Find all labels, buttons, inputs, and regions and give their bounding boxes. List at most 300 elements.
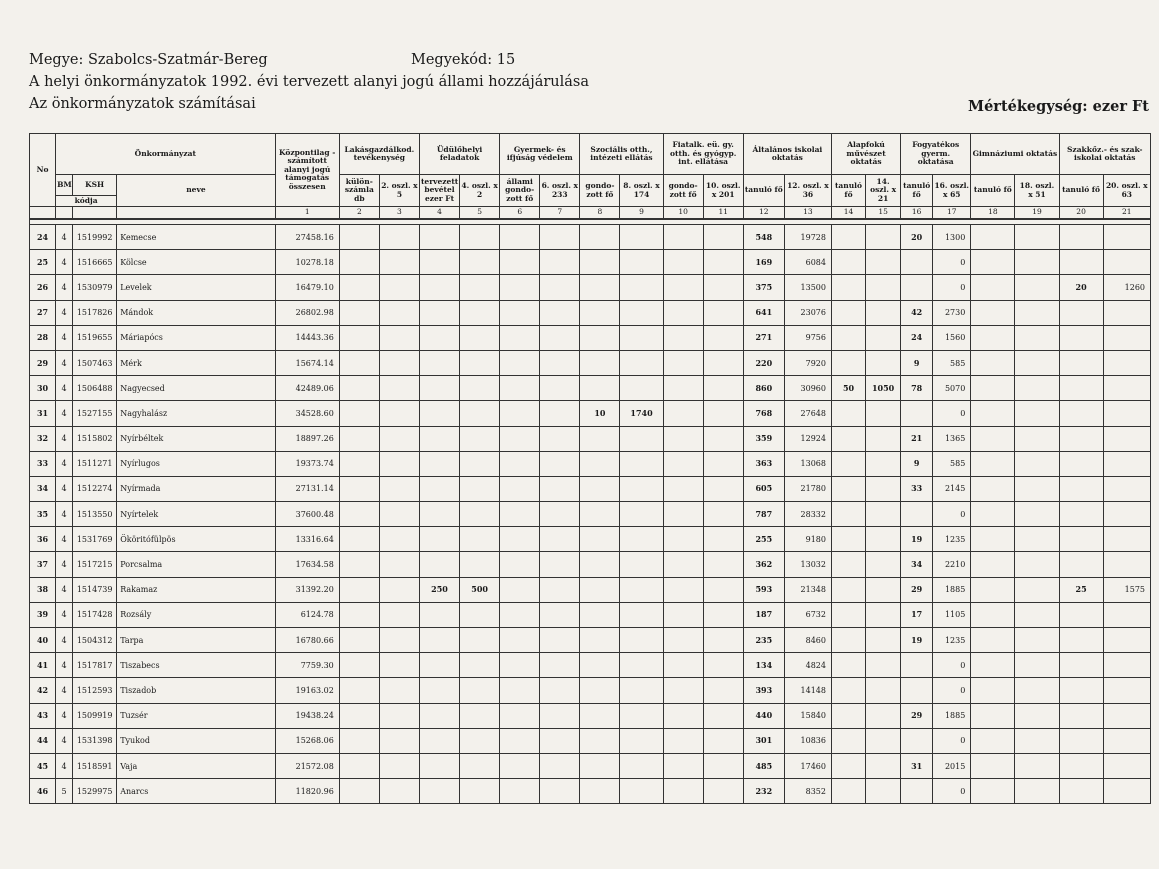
table-cell: 19 (901, 628, 933, 653)
ksh-code: 1518591 (73, 753, 117, 778)
table-cell (831, 552, 865, 577)
municipality-name: Mándok (117, 300, 275, 325)
table-cell (663, 426, 703, 451)
table-cell (1059, 779, 1103, 804)
table-cell (703, 451, 743, 476)
table-cell: 2145 (933, 476, 971, 501)
sub-header: 10. oszl. x 201 (703, 175, 743, 207)
municipality-name: Nyírtelek (117, 502, 275, 527)
table-cell (540, 426, 580, 451)
table-cell: 19728 (784, 225, 831, 250)
municipality-name: Rakamaz (117, 577, 275, 602)
table-cell (1015, 275, 1059, 300)
table-cell: 26802.98 (275, 300, 339, 325)
ksh-code: 1531769 (73, 527, 117, 552)
sub-header: 20. oszl. x 63 (1103, 175, 1150, 207)
table-cell (703, 703, 743, 728)
table-cell (500, 628, 540, 653)
table-cell (620, 451, 663, 476)
table-cell (1015, 476, 1059, 501)
bm-code: 4 (56, 728, 73, 753)
table-cell: 362 (743, 552, 784, 577)
sub-header: külön- számla db (339, 175, 379, 207)
table-cell (339, 275, 379, 300)
row-number: 43 (30, 703, 56, 728)
table-cell: 0 (933, 779, 971, 804)
table-cell (339, 602, 379, 627)
table-row (30, 451, 1151, 476)
sub-header: tanuló fő (901, 175, 933, 207)
table-cell (1059, 350, 1103, 375)
table-cell (620, 376, 663, 401)
bm-code: 4 (56, 678, 73, 703)
table-cell: 9756 (784, 325, 831, 350)
table-cell (500, 225, 540, 250)
group-header: Általános iskolai oktatás (743, 134, 831, 175)
table-cell (580, 728, 620, 753)
table-cell (1103, 779, 1150, 804)
table-cell: 10836 (784, 728, 831, 753)
table-cell: 0 (933, 678, 971, 703)
table-row (30, 703, 1151, 728)
table-cell: 1365 (933, 426, 971, 451)
table-cell (500, 250, 540, 275)
table-cell (460, 628, 500, 653)
table-cell (1103, 225, 1150, 250)
municipality-name: Nagyhalász (117, 401, 275, 426)
table-cell (866, 602, 901, 627)
table-cell (866, 628, 901, 653)
table-cell (500, 753, 540, 778)
ksh-code: 1509919 (73, 703, 117, 728)
group-header: Gimnáziumi oktatás (971, 134, 1059, 175)
table-cell (971, 426, 1015, 451)
table-cell (866, 225, 901, 250)
col-number: 19 (1015, 207, 1059, 220)
table-cell: 9 (901, 350, 933, 375)
table-cell (540, 653, 580, 678)
table-cell: 13316.64 (275, 527, 339, 552)
group-header: Szakkőz.- és szak- iskolai oktatás (1059, 134, 1150, 175)
table-cell: 440 (743, 703, 784, 728)
table-cell (419, 451, 459, 476)
col-number: 17 (933, 207, 971, 220)
row-number: 46 (30, 779, 56, 804)
table-cell (1015, 225, 1059, 250)
row-number: 40 (30, 628, 56, 653)
col-number: 8 (580, 207, 620, 220)
table-cell (460, 527, 500, 552)
ksh-code: 1504312 (73, 628, 117, 653)
bm-code: 4 (56, 250, 73, 275)
table-cell (419, 401, 459, 426)
table-cell (1015, 451, 1059, 476)
table-cell: 13500 (784, 275, 831, 300)
bm-code: 4 (56, 350, 73, 375)
table-cell (901, 653, 933, 678)
table-cell (703, 779, 743, 804)
table-cell (620, 628, 663, 653)
table-cell (460, 502, 500, 527)
table-cell (703, 577, 743, 602)
ksh-code: 1513550 (73, 502, 117, 527)
table-cell (1059, 527, 1103, 552)
table-cell (831, 250, 865, 275)
table-cell: 25 (1059, 577, 1103, 602)
bm-code: 4 (56, 225, 73, 250)
table-cell (901, 728, 933, 753)
table-cell: 19 (901, 527, 933, 552)
municipality-name: Levelek (117, 275, 275, 300)
table-cell (620, 678, 663, 703)
table-cell (540, 225, 580, 250)
table-cell: 1105 (933, 602, 971, 627)
table-cell (1103, 426, 1150, 451)
table-cell: 0 (933, 728, 971, 753)
col-number: 21 (1103, 207, 1150, 220)
sub-header: 2. oszl. x 5 (379, 175, 419, 207)
table-cell (1059, 678, 1103, 703)
table-cell (1059, 376, 1103, 401)
row-number: 41 (30, 653, 56, 678)
table-cell (866, 350, 901, 375)
table-cell (339, 552, 379, 577)
municipality-name: Nyírmada (117, 476, 275, 501)
table-cell (580, 376, 620, 401)
col-number: 10 (663, 207, 703, 220)
table-cell (971, 653, 1015, 678)
row-number: 27 (30, 300, 56, 325)
row-number: 24 (30, 225, 56, 250)
table-cell (500, 300, 540, 325)
table-cell (620, 350, 663, 375)
table-cell (540, 577, 580, 602)
table-cell (901, 250, 933, 275)
table-cell (580, 300, 620, 325)
table-cell: 17634.58 (275, 552, 339, 577)
table-cell (663, 753, 703, 778)
group-header: Gyermek- és ifjúság védelem (500, 134, 580, 175)
table-cell (580, 678, 620, 703)
table-cell (663, 350, 703, 375)
table-cell (1059, 753, 1103, 778)
county-label: Megye: Szabolcs-Szatmár-Bereg (29, 52, 268, 68)
table-cell: 7920 (784, 350, 831, 375)
table-cell (1015, 527, 1059, 552)
table-cell (339, 225, 379, 250)
col-number: 12 (743, 207, 784, 220)
table-cell (1059, 628, 1103, 653)
table-row (30, 476, 1151, 501)
table-cell (1015, 728, 1059, 753)
table-cell: 20 (1059, 275, 1103, 300)
table-cell (460, 602, 500, 627)
table-cell (831, 728, 865, 753)
table-cell (620, 703, 663, 728)
municipality-name: Rozsály (117, 602, 275, 627)
table-cell (901, 678, 933, 703)
table-cell (339, 653, 379, 678)
table-cell (1103, 376, 1150, 401)
table-cell (339, 502, 379, 527)
table-cell: 16479.10 (275, 275, 339, 300)
table-cell (1103, 728, 1150, 753)
table-cell: 17 (901, 602, 933, 627)
table-cell (703, 300, 743, 325)
table-cell: 187 (743, 602, 784, 627)
table-cell: 31392.20 (275, 577, 339, 602)
table-cell (500, 602, 540, 627)
table-cell (460, 703, 500, 728)
table-cell (460, 325, 500, 350)
table-cell (1059, 502, 1103, 527)
sub-header: 14. oszl. x 21 (866, 175, 901, 207)
table-row (30, 225, 1151, 250)
table-cell: 235 (743, 628, 784, 653)
table-cell (703, 628, 743, 653)
table-cell: 14148 (784, 678, 831, 703)
table-cell (663, 451, 703, 476)
table-row (30, 678, 1151, 703)
table-cell (971, 451, 1015, 476)
table-cell (620, 552, 663, 577)
municipality-name: Tarpa (117, 628, 275, 653)
table-cell (580, 703, 620, 728)
table-cell (703, 476, 743, 501)
table-cell (866, 426, 901, 451)
table-cell: 8352 (784, 779, 831, 804)
table-cell (460, 401, 500, 426)
row-number: 34 (30, 476, 56, 501)
table-cell (620, 426, 663, 451)
table-cell (500, 653, 540, 678)
table-cell: 1235 (933, 628, 971, 653)
municipality-name: Vaja (117, 753, 275, 778)
table-cell (500, 426, 540, 451)
table-cell (1059, 476, 1103, 501)
table-cell: 27458.16 (275, 225, 339, 250)
table-cell (379, 728, 419, 753)
table-cell (971, 552, 1015, 577)
table-cell: 15840 (784, 703, 831, 728)
table-cell (1103, 753, 1150, 778)
table-cell (831, 325, 865, 350)
col-header-total: Központilag - számított alanyi jogú támogatás összesen (275, 134, 339, 207)
table-cell (339, 753, 379, 778)
table-cell (831, 426, 865, 451)
table-cell (1015, 577, 1059, 602)
table-cell: 21780 (784, 476, 831, 501)
table-cell (663, 628, 703, 653)
table-cell (620, 653, 663, 678)
col-header-kodja: kódja (56, 196, 117, 207)
col-header-ksh: KSH (73, 175, 117, 196)
table-cell (663, 300, 703, 325)
table-cell (866, 401, 901, 426)
table-cell: 485 (743, 753, 784, 778)
table-cell (703, 426, 743, 451)
bm-code: 5 (56, 779, 73, 804)
table-cell (1103, 300, 1150, 325)
table-cell (663, 728, 703, 753)
table-cell (419, 527, 459, 552)
table-cell (703, 728, 743, 753)
sub-header: gondo- zott fő (580, 175, 620, 207)
table-cell (379, 250, 419, 275)
bm-code: 4 (56, 426, 73, 451)
table-cell (500, 451, 540, 476)
table-cell: 29 (901, 703, 933, 728)
row-number: 28 (30, 325, 56, 350)
table-cell (1103, 476, 1150, 501)
table-cell (419, 753, 459, 778)
table-cell (419, 300, 459, 325)
table-cell: 548 (743, 225, 784, 250)
table-cell: 0 (933, 653, 971, 678)
table-cell (620, 728, 663, 753)
table-cell (1015, 300, 1059, 325)
table-cell (971, 250, 1015, 275)
table-cell (703, 653, 743, 678)
table-cell (663, 502, 703, 527)
table-cell (339, 350, 379, 375)
ksh-code: 1529975 (73, 779, 117, 804)
table-row (30, 325, 1151, 350)
table-cell (580, 426, 620, 451)
table-cell (419, 325, 459, 350)
table-cell: 134 (743, 653, 784, 678)
table-cell (379, 527, 419, 552)
table-row (30, 426, 1151, 451)
bm-code: 4 (56, 753, 73, 778)
table-cell (379, 451, 419, 476)
table-cell (831, 350, 865, 375)
bm-code: 4 (56, 275, 73, 300)
table-cell (620, 275, 663, 300)
row-number: 37 (30, 552, 56, 577)
municipality-name: Nyírlugos (117, 451, 275, 476)
table-cell: 232 (743, 779, 784, 804)
table-cell: 0 (933, 250, 971, 275)
table-cell (831, 779, 865, 804)
table-cell: 17460 (784, 753, 831, 778)
col-number: 1 (275, 207, 339, 220)
table-cell (1015, 552, 1059, 577)
sub-header: 18. oszl. x 51 (1015, 175, 1059, 207)
table-row (30, 552, 1151, 577)
table-cell: 255 (743, 527, 784, 552)
table-cell: 593 (743, 577, 784, 602)
municipality-name: Tiszabecs (117, 653, 275, 678)
table-cell (703, 350, 743, 375)
table-cell (831, 401, 865, 426)
table-cell (379, 577, 419, 602)
table-cell (866, 703, 901, 728)
table-cell (1059, 703, 1103, 728)
table-cell: 787 (743, 502, 784, 527)
ksh-code: 1506488 (73, 376, 117, 401)
table-cell: 19438.24 (275, 703, 339, 728)
table-cell (339, 325, 379, 350)
table-cell (379, 350, 419, 375)
table-cell (460, 300, 500, 325)
table-row (30, 502, 1151, 527)
row-number: 42 (30, 678, 56, 703)
sub-header: 4. oszl. x 2 (460, 175, 500, 207)
table-cell (580, 225, 620, 250)
municipality-name: Nagyecsed (117, 376, 275, 401)
table-cell (971, 502, 1015, 527)
table-row (30, 300, 1151, 325)
municipality-name: Kemecse (117, 225, 275, 250)
municipality-name: Anarcs (117, 779, 275, 804)
table-cell (971, 703, 1015, 728)
bm-code: 4 (56, 577, 73, 602)
row-number: 31 (30, 401, 56, 426)
table-cell (540, 678, 580, 703)
table-cell: 19373.74 (275, 451, 339, 476)
table-cell (460, 426, 500, 451)
ksh-code: 1517428 (73, 602, 117, 627)
table-row (30, 779, 1151, 804)
table-cell (419, 678, 459, 703)
table-cell (1103, 401, 1150, 426)
col-number: 7 (540, 207, 580, 220)
table-cell (1059, 300, 1103, 325)
table-cell (1015, 376, 1059, 401)
col-header-no: No (30, 134, 56, 207)
table-cell (1015, 703, 1059, 728)
table-cell (866, 552, 901, 577)
table-row (30, 602, 1151, 627)
table-cell (500, 552, 540, 577)
table-cell (1059, 325, 1103, 350)
group-header: Szociális otth., intézeti ellátás (580, 134, 663, 175)
table-cell (460, 451, 500, 476)
table-cell (971, 779, 1015, 804)
row-number: 45 (30, 753, 56, 778)
table-cell (1015, 325, 1059, 350)
bm-code: 4 (56, 602, 73, 627)
table-cell (580, 779, 620, 804)
table-cell (580, 476, 620, 501)
group-header: Fogyatékos gyerm. oktatása (901, 134, 971, 175)
table-cell (831, 451, 865, 476)
table-cell: 21572.08 (275, 753, 339, 778)
table-cell: 220 (743, 350, 784, 375)
row-number: 38 (30, 577, 56, 602)
table-cell (379, 300, 419, 325)
table-cell: 13068 (784, 451, 831, 476)
ksh-code: 1519992 (73, 225, 117, 250)
table-cell: 4824 (784, 653, 831, 678)
bm-code: 4 (56, 552, 73, 577)
table-cell (703, 275, 743, 300)
table-cell (663, 250, 703, 275)
table-cell (460, 779, 500, 804)
table-cell (663, 376, 703, 401)
table-cell: 20 (901, 225, 933, 250)
table-cell (540, 628, 580, 653)
table-cell (971, 300, 1015, 325)
table-cell: 29 (901, 577, 933, 602)
ksh-code: 1517826 (73, 300, 117, 325)
table-cell (620, 577, 663, 602)
table-cell (866, 577, 901, 602)
document-title: A helyi önkormányzatok 1992. évi tervezett alanyi jogú állami hozzájárulása (29, 74, 589, 90)
table-cell (1015, 653, 1059, 678)
table-cell: 42489.06 (275, 376, 339, 401)
